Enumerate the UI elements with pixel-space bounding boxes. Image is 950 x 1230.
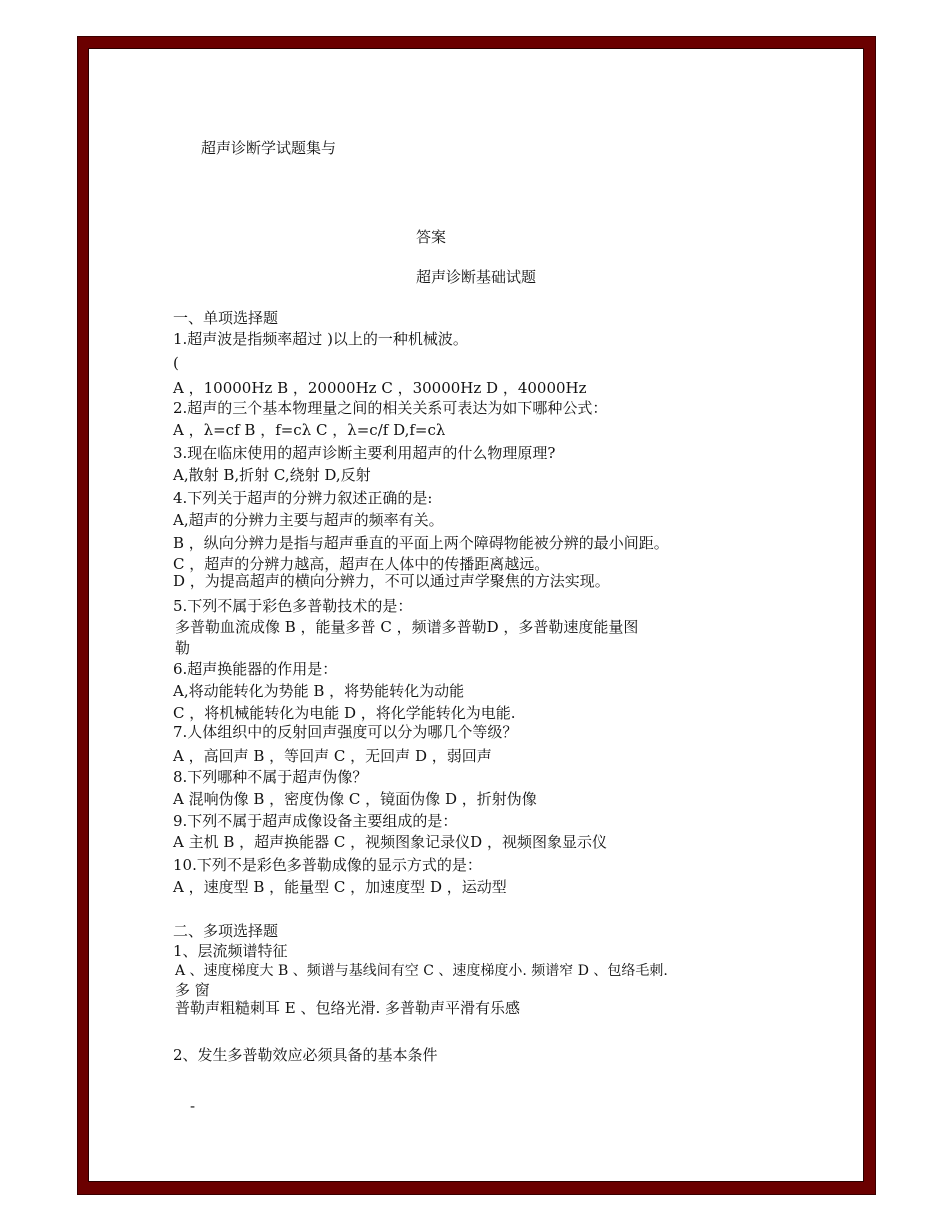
question-4: 4.下列关于超声的分辨力叙述正确的是: <box>173 489 433 507</box>
question-5-options: 多普勒血流成像 B ，能量多普 C ，频谱多普勒D ，多普勒速度能量图 <box>175 618 639 636</box>
multi-question-1: 1、层流频谱特征 <box>173 942 288 960</box>
question-10-options: A ，速度型 B ，能量型 C ，加速度型 D ，运动型 <box>173 878 507 896</box>
multi-question-1-options: A 、速度梯度大 B 、频谱与基线间有空 C 、速度梯度小. 频谱窄 D 、包络毛刺. <box>175 963 668 979</box>
question-4-option-a: A,超声的分辨力主要与超声的频率有关。 <box>173 511 444 529</box>
question-1-options: A ，10000Hz B ，20000Hz C ，30000Hz D ，40000Hz <box>173 379 587 397</box>
question-9-options: A 主机 B ，超声换能器 C ，视频图象记录仪D ，视频图象显示仪 <box>173 833 607 851</box>
question-2: 2.超声的三个基本物理量之间的相关关系可表达为如下哪种公式： <box>173 399 608 417</box>
document-title: 超声诊断学试题集与 <box>201 139 337 157</box>
multi-question-2: 2、发生多普勒效应必须具备的基本条件 <box>173 1046 438 1064</box>
section-heading: 超声诊断基础试题 <box>416 268 537 286</box>
question-7: 7.人体组织中的反射回声强度可以分为哪几个等级？ <box>173 723 518 741</box>
multi-question-1-wrap: 多 窗 <box>175 981 210 999</box>
question-7-options: A ，高回声 B ，等回声 C ，无回声 D ，弱回声 <box>173 747 492 765</box>
question-6-options-ab: A,将动能转化为势能 B ，将势能转化为动能 <box>173 682 465 700</box>
multi-question-1-option-e: 普勒声粗糙刺耳 E 、包络光滑. 多普勒声平滑有乐感 <box>175 999 521 1017</box>
question-1: 1.超声波是指频率超过 )以上的一种机械波。 <box>173 330 468 348</box>
question-5-options-wrap: 勒 <box>175 639 191 657</box>
question-3-options: A,散射 B,折射 C,绕射 D,反射 <box>173 466 371 484</box>
question-6-options-cd: C ，将机械能转化为电能 D ，将化学能转化为电能. <box>173 704 516 722</box>
question-3: 3.现在临床使用的超声诊断主要利用超声的什么物理原理? <box>173 444 556 462</box>
question-4-option-d: D ，为提高超声的横向分辨力，不可以通过声学聚焦的方法实现。 <box>173 572 610 590</box>
question-1-paren: ( <box>173 354 179 372</box>
question-4-option-c: C ，超声的分辨力越高，超声在人体中的传播距离越远。 <box>173 555 550 573</box>
question-5: 5.下列不属于彩色多普勒技术的是： <box>173 597 413 615</box>
question-8: 8.下列哪种不属于超声伪像？ <box>173 768 368 786</box>
section-single-choice: 一、单项选择题 <box>173 309 279 327</box>
question-6: 6.超声换能器的作用是： <box>173 660 338 678</box>
section-multi-choice: 二、多项选择题 <box>173 922 279 940</box>
question-4-option-b: B ，纵向分辨力是指与超声垂直的平面上两个障碍物能被分辨的最小间距。 <box>173 534 669 552</box>
question-9: 9.下列不属于超声成像设备主要组成的是： <box>173 812 458 830</box>
question-2-options: A ，λ=cf B ，f=cλ C ，λ=c/f D,f=cλ <box>173 421 446 439</box>
page-footer-dash: - <box>190 1097 196 1115</box>
document-subtitle: 答案 <box>416 228 447 246</box>
question-10: 10.下列不是彩色多普勒成像的显示方式的是： <box>173 856 482 874</box>
question-8-options: A 混响伪像 B ，密度伪像 C ，镜面伪像 D ，折射伪像 <box>173 790 537 808</box>
